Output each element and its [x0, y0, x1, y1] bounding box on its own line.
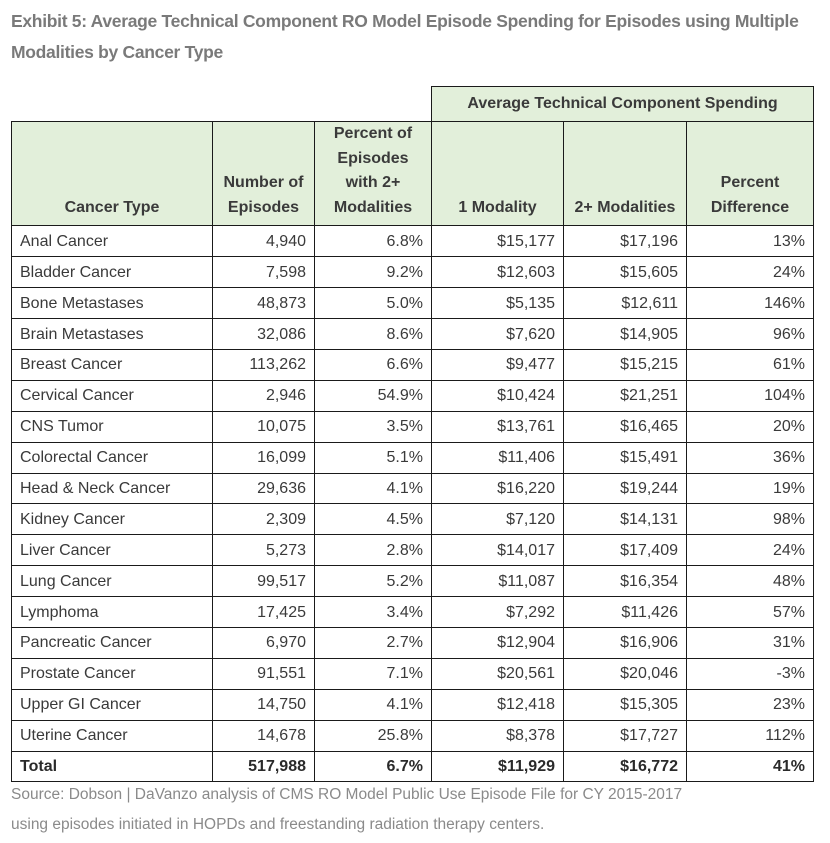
table-row: [12, 658, 814, 689]
cell-pct-2plus: 9.2%: [315, 257, 432, 288]
cell-cancer-type: Bladder Cancer: [12, 257, 213, 288]
table-row: [12, 226, 814, 257]
cell-2plus-modalities: $15,305: [564, 689, 687, 720]
cell-pct-diff: 24%: [687, 535, 814, 566]
table-row: [12, 566, 814, 597]
cell-cancer-type: Cervical Cancer: [12, 380, 213, 411]
cell-pct-diff: 41%: [687, 751, 814, 782]
table-row: [12, 473, 814, 504]
cell-1-modality: $7,120: [432, 504, 564, 535]
cell-pct-diff: 146%: [687, 288, 814, 319]
cell-1-modality: $8,378: [432, 720, 564, 751]
cell-pct-2plus: 2.7%: [315, 627, 432, 658]
cell-cancer-type: Head & Neck Cancer: [12, 473, 213, 504]
cell-1-modality: $11,929: [432, 751, 564, 782]
cell-episodes: 113,262: [213, 349, 315, 380]
cell-1-modality: $16,220: [432, 473, 564, 504]
cell-cancer-type: Colorectal Cancer: [12, 442, 213, 473]
cell-pct-2plus: 3.5%: [315, 411, 432, 442]
cell-pct-2plus: 4.1%: [315, 473, 432, 504]
cell-pct-diff: 57%: [687, 597, 814, 628]
table-row: [12, 319, 814, 350]
cell-pct-2plus: 4.1%: [315, 689, 432, 720]
cell-1-modality: $9,477: [432, 349, 564, 380]
cell-episodes: 32,086: [213, 319, 315, 350]
cell-cancer-type: Anal Cancer: [12, 226, 213, 257]
cell-2plus-modalities: $15,605: [564, 257, 687, 288]
cell-episodes: 4,940: [213, 226, 315, 257]
source-line-2: using episodes initiated in HOPDs and freestanding radiation therapy centers.: [11, 816, 545, 833]
cell-pct-diff: 112%: [687, 720, 814, 751]
table-row: [12, 535, 814, 566]
cell-cancer-type: Bone Metastases: [12, 288, 213, 319]
cell-1-modality: $11,087: [432, 566, 564, 597]
cell-pct-diff: 19%: [687, 473, 814, 504]
cell-pct-diff: 61%: [687, 349, 814, 380]
table-row: [12, 349, 814, 380]
table-row: [12, 257, 814, 288]
cell-2plus-modalities: $16,465: [564, 411, 687, 442]
cell-episodes: 2,309: [213, 504, 315, 535]
cell-pct-diff: 36%: [687, 442, 814, 473]
cell-pct-2plus: 6.7%: [315, 751, 432, 782]
cell-pct-diff: 20%: [687, 411, 814, 442]
cell-2plus-modalities: $21,251: [564, 380, 687, 411]
cell-cancer-type: Prostate Cancer: [12, 658, 213, 689]
cell-episodes: 10,075: [213, 411, 315, 442]
cell-2plus-modalities: $15,491: [564, 442, 687, 473]
cell-episodes: 99,517: [213, 566, 315, 597]
cell-pct-diff: 48%: [687, 566, 814, 597]
col-header-episodes: Number of Episodes: [213, 122, 315, 226]
cell-2plus-modalities: $17,409: [564, 535, 687, 566]
cell-2plus-modalities: $14,131: [564, 504, 687, 535]
cell-cancer-type: Kidney Cancer: [12, 504, 213, 535]
cell-1-modality: $12,603: [432, 257, 564, 288]
cell-cancer-type: Lung Cancer: [12, 566, 213, 597]
cell-cancer-type: Uterine Cancer: [12, 720, 213, 751]
cell-cancer-type: CNS Tumor: [12, 411, 213, 442]
exhibit-title: Exhibit 5: Average Technical Component RO Model Episode Spending for Episodes using Multiple Modalities by Cancer Type: [11, 11, 799, 62]
cell-pct-2plus: 6.6%: [315, 349, 432, 380]
cell-1-modality: $12,904: [432, 627, 564, 658]
cell-1-modality: $15,177: [432, 226, 564, 257]
cell-1-modality: $12,418: [432, 689, 564, 720]
cell-pct-2plus: 7.1%: [315, 658, 432, 689]
cell-pct-diff: 24%: [687, 257, 814, 288]
table-row: [12, 380, 814, 411]
table-row: [12, 720, 814, 751]
cell-2plus-modalities: $12,611: [564, 288, 687, 319]
cell-pct-diff: 96%: [687, 319, 814, 350]
table-row: [12, 627, 814, 658]
table-body: [12, 226, 814, 782]
cell-2plus-modalities: $20,046: [564, 658, 687, 689]
blank-header-cell: [12, 87, 432, 122]
cell-episodes: 7,598: [213, 257, 315, 288]
cell-episodes: 29,636: [213, 473, 315, 504]
cell-cancer-type: Total: [12, 751, 213, 782]
cell-cancer-type: Upper GI Cancer: [12, 689, 213, 720]
col-header-2plus-modalities: 2+ Modalities: [564, 122, 687, 226]
cell-pct-2plus: 25.8%: [315, 720, 432, 751]
cell-pct-diff: 13%: [687, 226, 814, 257]
cell-episodes: 91,551: [213, 658, 315, 689]
cell-pct-2plus: 5.1%: [315, 442, 432, 473]
cell-2plus-modalities: $15,215: [564, 349, 687, 380]
source-line-1: Source: Dobson | DaVanzo analysis of CMS RO Model Public Use Episode File for CY 2015-2017: [11, 786, 683, 803]
col-header-cancer-type: Cancer Type: [12, 122, 213, 226]
spending-table: [11, 86, 814, 782]
cell-2plus-modalities: $16,354: [564, 566, 687, 597]
table-row: [12, 288, 814, 319]
cell-1-modality: $5,135: [432, 288, 564, 319]
cell-2plus-modalities: $19,244: [564, 473, 687, 504]
total-row: [12, 751, 814, 782]
cell-pct-2plus: 4.5%: [315, 504, 432, 535]
cell-episodes: 17,425: [213, 597, 315, 628]
cell-pct-2plus: 8.6%: [315, 319, 432, 350]
cell-cancer-type: Lymphoma: [12, 597, 213, 628]
cell-pct-2plus: 3.4%: [315, 597, 432, 628]
cell-pct-diff: 98%: [687, 504, 814, 535]
cell-episodes: 2,946: [213, 380, 315, 411]
cell-pct-2plus: 6.8%: [315, 226, 432, 257]
cell-cancer-type: Liver Cancer: [12, 535, 213, 566]
cell-pct-diff: 31%: [687, 627, 814, 658]
group-header-row: [12, 87, 814, 122]
table-row: [12, 597, 814, 628]
cell-episodes: 14,750: [213, 689, 315, 720]
cell-pct-diff: 104%: [687, 380, 814, 411]
cell-1-modality: $7,292: [432, 597, 564, 628]
cell-2plus-modalities: $17,727: [564, 720, 687, 751]
cell-cancer-type: Pancreatic Cancer: [12, 627, 213, 658]
cell-episodes: 16,099: [213, 442, 315, 473]
cell-episodes: 48,873: [213, 288, 315, 319]
column-header-row: [12, 122, 814, 226]
cell-2plus-modalities: $11,426: [564, 597, 687, 628]
table-row: [12, 689, 814, 720]
cell-1-modality: $11,406: [432, 442, 564, 473]
cell-1-modality: $13,761: [432, 411, 564, 442]
cell-pct-2plus: 54.9%: [315, 380, 432, 411]
col-header-pct-diff: Percent Difference: [687, 122, 814, 226]
cell-episodes: 5,273: [213, 535, 315, 566]
cell-pct-2plus: 5.0%: [315, 288, 432, 319]
table-row: [12, 411, 814, 442]
col-header-pct-2plus: Percent of Episodes with 2+ Modalities: [315, 122, 432, 226]
cell-pct-2plus: 2.8%: [315, 535, 432, 566]
cell-1-modality: $10,424: [432, 380, 564, 411]
cell-2plus-modalities: $16,772: [564, 751, 687, 782]
cell-1-modality: $20,561: [432, 658, 564, 689]
cell-pct-diff: -3%: [687, 658, 814, 689]
cell-pct-2plus: 5.2%: [315, 566, 432, 597]
col-header-1-modality: 1 Modality: [432, 122, 564, 226]
cell-2plus-modalities: $16,906: [564, 627, 687, 658]
cell-pct-diff: 23%: [687, 689, 814, 720]
cell-cancer-type: Brain Metastases: [12, 319, 213, 350]
cell-cancer-type: Breast Cancer: [12, 349, 213, 380]
cell-2plus-modalities: $14,905: [564, 319, 687, 350]
cell-episodes: 517,988: [213, 751, 315, 782]
cell-episodes: 14,678: [213, 720, 315, 751]
group-header: Average Technical Component Spending: [432, 87, 814, 122]
cell-2plus-modalities: $17,196: [564, 226, 687, 257]
cell-1-modality: $7,620: [432, 319, 564, 350]
cell-episodes: 6,970: [213, 627, 315, 658]
table-row: [12, 504, 814, 535]
cell-1-modality: $14,017: [432, 535, 564, 566]
source-note: [11, 780, 682, 840]
table-row: [12, 442, 814, 473]
